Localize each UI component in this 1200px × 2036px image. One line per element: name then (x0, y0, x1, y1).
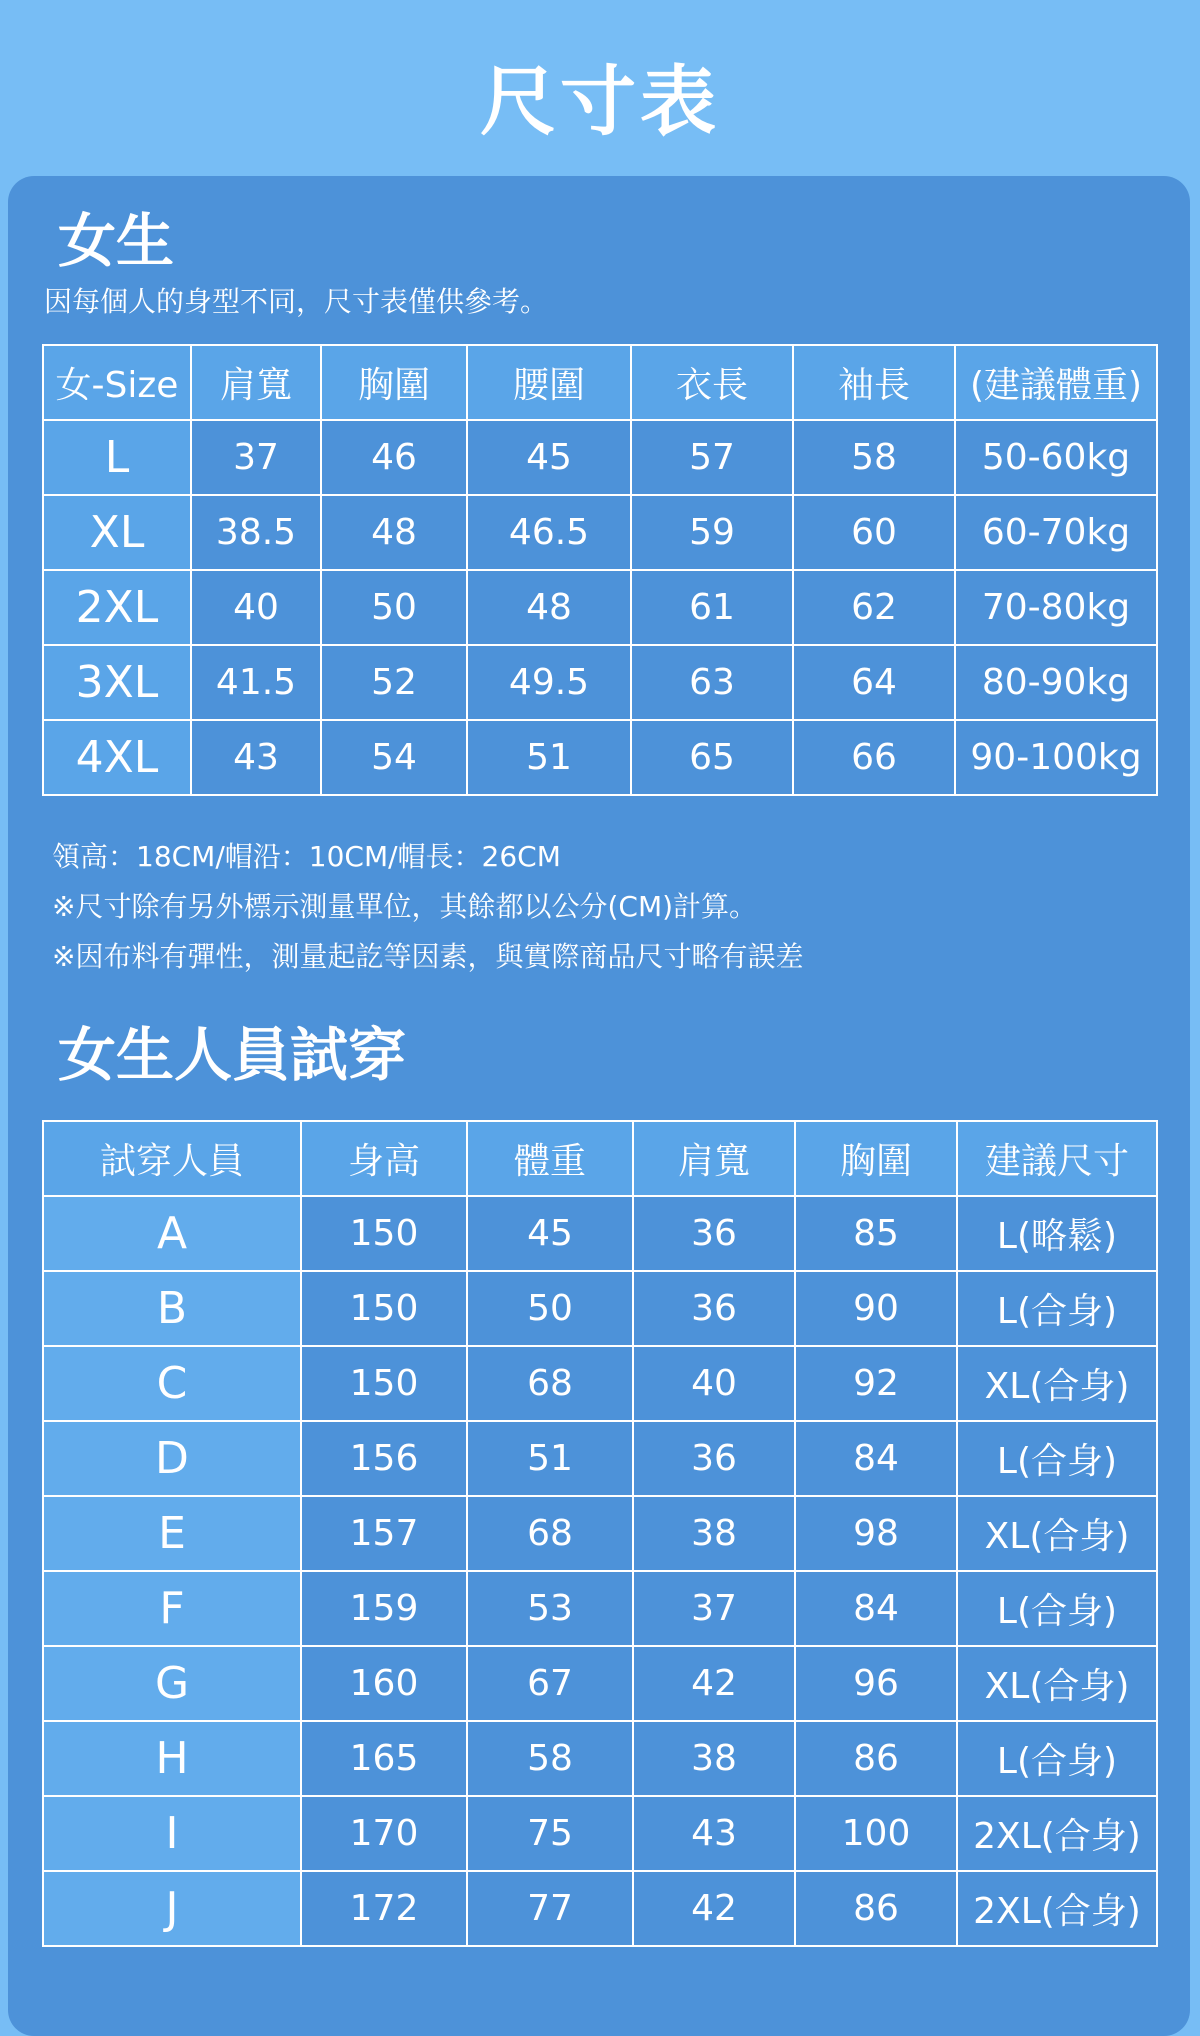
fitting-table-row (43, 1721, 1157, 1796)
fitting-table-cell: 2XL(合身) (957, 1796, 1157, 1871)
fitting-table-cell: 51 (467, 1421, 633, 1496)
size-note: ※因布料有彈性，測量起訖等因素，與實際商品尺寸略有誤差 (52, 940, 804, 973)
fitting-table-cell: 86 (795, 1721, 957, 1796)
size-table-cell: 59 (631, 495, 793, 570)
fitting-table-cell: L(合身) (957, 1421, 1157, 1496)
size-table-header-cell: 袖長 (793, 345, 955, 420)
fitting-table-header-cell: 建議尺寸 (957, 1121, 1157, 1196)
size-table-row (43, 570, 1157, 645)
size-table-header-row (43, 345, 1157, 420)
size-table-row-label: L (43, 420, 191, 495)
fitting-table-cell: XL(合身) (957, 1346, 1157, 1421)
fitting-table-row (43, 1271, 1157, 1346)
fitting-table-cell: 2XL(合身) (957, 1871, 1157, 1946)
fitting-table-cell: 45 (467, 1196, 633, 1271)
size-table-row-label: 2XL (43, 570, 191, 645)
fitting-table-row (43, 1571, 1157, 1646)
fitting-table-row (43, 1346, 1157, 1421)
fitting-table-cell: 42 (633, 1646, 795, 1721)
fitting-table-header-cell: 體重 (467, 1121, 633, 1196)
fitting-table-row-label: F (43, 1571, 301, 1646)
size-table-row-label: XL (43, 495, 191, 570)
fitting-table-cell: 98 (795, 1496, 957, 1571)
fitting-table-cell: 38 (633, 1496, 795, 1571)
fitting-table-cell: 42 (633, 1871, 795, 1946)
size-table-row (43, 645, 1157, 720)
fitting-table-header-cell: 胸圍 (795, 1121, 957, 1196)
fitting-table-cell: 172 (301, 1871, 467, 1946)
size-table-cell: 54 (321, 720, 467, 795)
size-table-header-cell: 女-Size (43, 345, 191, 420)
women-section-subtitle: 因每個人的身型不同，尺寸表僅供參考。 (44, 285, 549, 318)
fitting-table-cell: 37 (633, 1571, 795, 1646)
fitting-table-cell: 38 (633, 1721, 795, 1796)
size-table-cell: 63 (631, 645, 793, 720)
fitting-table-cell: 84 (795, 1421, 957, 1496)
fitting-table-row-label: C (43, 1346, 301, 1421)
fitting-table-row (43, 1421, 1157, 1496)
fitting-table-cell: 68 (467, 1496, 633, 1571)
size-table-cell: 80-90kg (955, 645, 1157, 720)
fitting-table-cell: XL(合身) (957, 1646, 1157, 1721)
fitting-table-header-cell: 試穿人員 (43, 1121, 301, 1196)
size-table-cell: 45 (467, 420, 631, 495)
size-table-cell: 50 (321, 570, 467, 645)
size-table-cell: 60-70kg (955, 495, 1157, 570)
size-table-header-cell: 衣長 (631, 345, 793, 420)
size-table-row (43, 495, 1157, 570)
fitting-table-cell: 43 (633, 1796, 795, 1871)
size-table-cell: 43 (191, 720, 321, 795)
fitting-table-cell: 90 (795, 1271, 957, 1346)
size-table-cell: 48 (321, 495, 467, 570)
fitting-table-cell: 96 (795, 1646, 957, 1721)
fitting-table-cell: L(合身) (957, 1271, 1157, 1346)
fitting-table-cell: 150 (301, 1346, 467, 1421)
size-table-cell: 61 (631, 570, 793, 645)
women-section-title: 女生 (58, 207, 175, 275)
size-table-cell: 52 (321, 645, 467, 720)
page-title: 尺寸表 (480, 57, 720, 146)
fitting-table-cell: 86 (795, 1871, 957, 1946)
fitting-table-cell: 85 (795, 1196, 957, 1271)
fitting-table-cell: 58 (467, 1721, 633, 1796)
fitting-table-row-label: B (43, 1271, 301, 1346)
size-table-cell: 57 (631, 420, 793, 495)
fitting-table-row-label: H (43, 1721, 301, 1796)
fitting-table-row (43, 1496, 1157, 1571)
fitting-table-row (43, 1796, 1157, 1871)
fitting-table-cell: 165 (301, 1721, 467, 1796)
fitting-table-cell: 75 (467, 1796, 633, 1871)
size-table-header-cell: (建議體重) (955, 345, 1157, 420)
size-note: ※尺寸除有另外標示測量單位，其餘都以公分(CM)計算。 (52, 890, 758, 923)
fitting-table-cell: 67 (467, 1646, 633, 1721)
fitting-table-row-label: J (43, 1871, 301, 1946)
fitting-table-cell: 150 (301, 1271, 467, 1346)
fitting-table-cell: 36 (633, 1271, 795, 1346)
fitting-table-header-cell: 肩寬 (633, 1121, 795, 1196)
fitting-table-row (43, 1871, 1157, 1946)
size-table-cell: 64 (793, 645, 955, 720)
size-table-cell: 90-100kg (955, 720, 1157, 795)
size-table-row (43, 720, 1157, 795)
fitting-table-cell: 157 (301, 1496, 467, 1571)
size-table-cell: 38.5 (191, 495, 321, 570)
fitting-table-cell: 156 (301, 1421, 467, 1496)
size-table (42, 344, 1158, 796)
fitting-table-row (43, 1196, 1157, 1271)
fitting-table-cell: 160 (301, 1646, 467, 1721)
size-table-cell: 50-60kg (955, 420, 1157, 495)
fitting-table-cell: 159 (301, 1571, 467, 1646)
size-table-cell: 40 (191, 570, 321, 645)
fitting-table-cell: XL(合身) (957, 1496, 1157, 1571)
fitting-table-cell: 36 (633, 1421, 795, 1496)
fitting-table-cell: 77 (467, 1871, 633, 1946)
size-table-row-label: 4XL (43, 720, 191, 795)
fitting-table-cell: 170 (301, 1796, 467, 1871)
fitting-section-title: 女生人員試穿 (58, 1021, 407, 1089)
fitting-table-cell: 40 (633, 1346, 795, 1421)
fitting-table-cell: 150 (301, 1196, 467, 1271)
fitting-table-row-label: D (43, 1421, 301, 1496)
size-table-row (43, 420, 1157, 495)
fitting-table-cell: 68 (467, 1346, 633, 1421)
size-table-cell: 66 (793, 720, 955, 795)
size-table-cell: 60 (793, 495, 955, 570)
fitting-table-row-label: A (43, 1196, 301, 1271)
fitting-table-cell: 92 (795, 1346, 957, 1421)
size-table-row-label: 3XL (43, 645, 191, 720)
size-table-cell: 46.5 (467, 495, 631, 570)
fitting-table-cell: L(略鬆) (957, 1196, 1157, 1271)
size-table-body (43, 420, 1157, 795)
fitting-table-header-row (43, 1121, 1157, 1196)
size-table-cell: 49.5 (467, 645, 631, 720)
size-table-cell: 41.5 (191, 645, 321, 720)
size-table-cell: 58 (793, 420, 955, 495)
fitting-table-row-label: G (43, 1646, 301, 1721)
fitting-table-row-label: E (43, 1496, 301, 1571)
size-table-cell: 37 (191, 420, 321, 495)
fitting-table-row (43, 1646, 1157, 1721)
size-table-header-cell: 胸圍 (321, 345, 467, 420)
size-table-cell: 51 (467, 720, 631, 795)
fitting-table-cell: 84 (795, 1571, 957, 1646)
size-note: 領高：18CM/帽沿：10CM/帽長：26CM (52, 840, 561, 873)
fitting-table-cell: L(合身) (957, 1571, 1157, 1646)
size-notes (52, 832, 803, 982)
fitting-table-cell: L(合身) (957, 1721, 1157, 1796)
size-table-cell: 65 (631, 720, 793, 795)
fitting-table-cell: 53 (467, 1571, 633, 1646)
fitting-table-row-label: I (43, 1796, 301, 1871)
size-table-cell: 48 (467, 570, 631, 645)
fitting-table-body (43, 1196, 1157, 1946)
fitting-table-cell: 50 (467, 1271, 633, 1346)
size-table-header-cell: 腰圍 (467, 345, 631, 420)
size-table-header-cell: 肩寬 (191, 345, 321, 420)
size-table-cell: 70-80kg (955, 570, 1157, 645)
fitting-table (42, 1120, 1158, 1947)
size-table-cell: 62 (793, 570, 955, 645)
fitting-table-cell: 100 (795, 1796, 957, 1871)
fitting-table-header-cell: 身高 (301, 1121, 467, 1196)
size-table-cell: 46 (321, 420, 467, 495)
fitting-table-cell: 36 (633, 1196, 795, 1271)
